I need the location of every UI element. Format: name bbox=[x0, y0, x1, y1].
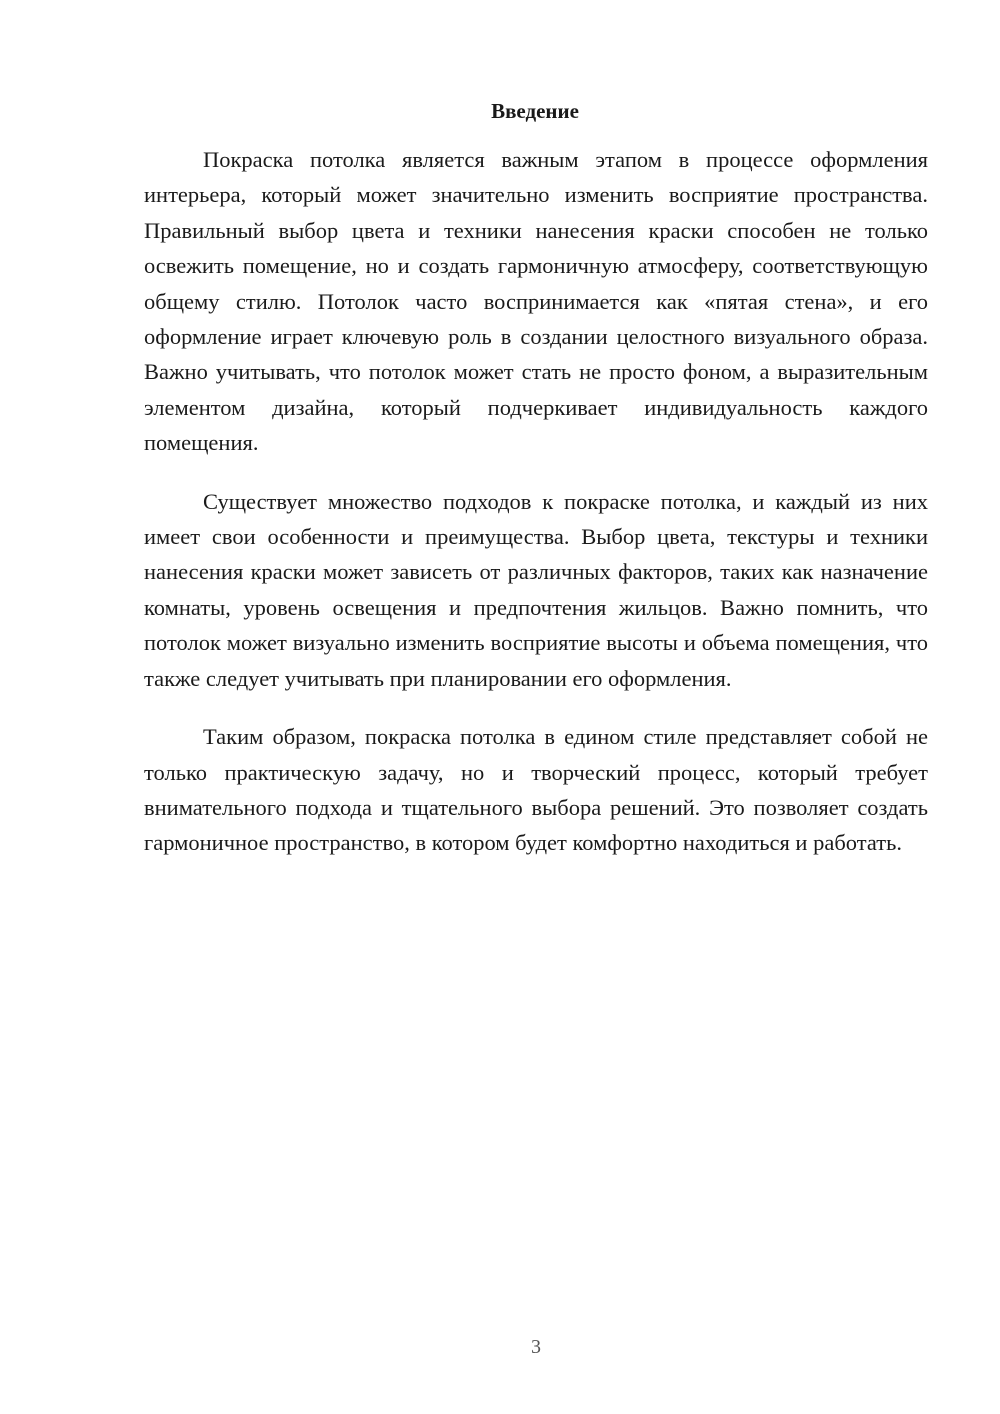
paragraph: Таким образом, покраска потолка в едином стиле представляет собой не только практическую задачу, но и творческий процесс, который требует внимательного подхода и тщательного выбора решений. Это позволяет создать гармоничное пространство, в котором будет комфортно находиться и работать. bbox=[144, 724, 928, 856]
paragraph: Покраска потолка является важным этапом в процессе оформления интерьера, который может значительно изменить восприятие пространства. Правильный выбор цвета и техники нанесения краски способен не только освежить помещение, но и создать гармоничную атмосферу, соответствующую общему стилю. Потолок часто воспринимается как «пятая стена», и его оформление играет ключевую роль в создании целостного визуального образа. Важно учитывать, что потолок может стать не просто фоном, а выразительным элементом дизайна, который подчеркивает индивидуальность каждого помещения. bbox=[144, 147, 928, 456]
section-heading: Введение bbox=[491, 99, 579, 123]
body-text bbox=[144, 142, 928, 884]
paragraph: Существует множество подходов к покраске потолка, и каждый из них имеет свои особенности и преимущества. Выбор цвета, текстуры и техники нанесения краски может зависеть от различных факторов, таких как назначение комнаты, уровень освещения и предпочтения жильцов. Важно помнить, что потолок может визуально изменить восприятие высоты и объема помещения, что также следует учитывать при планировании его оформления. bbox=[144, 488, 928, 691]
page-number: 3 bbox=[531, 1336, 541, 1358]
